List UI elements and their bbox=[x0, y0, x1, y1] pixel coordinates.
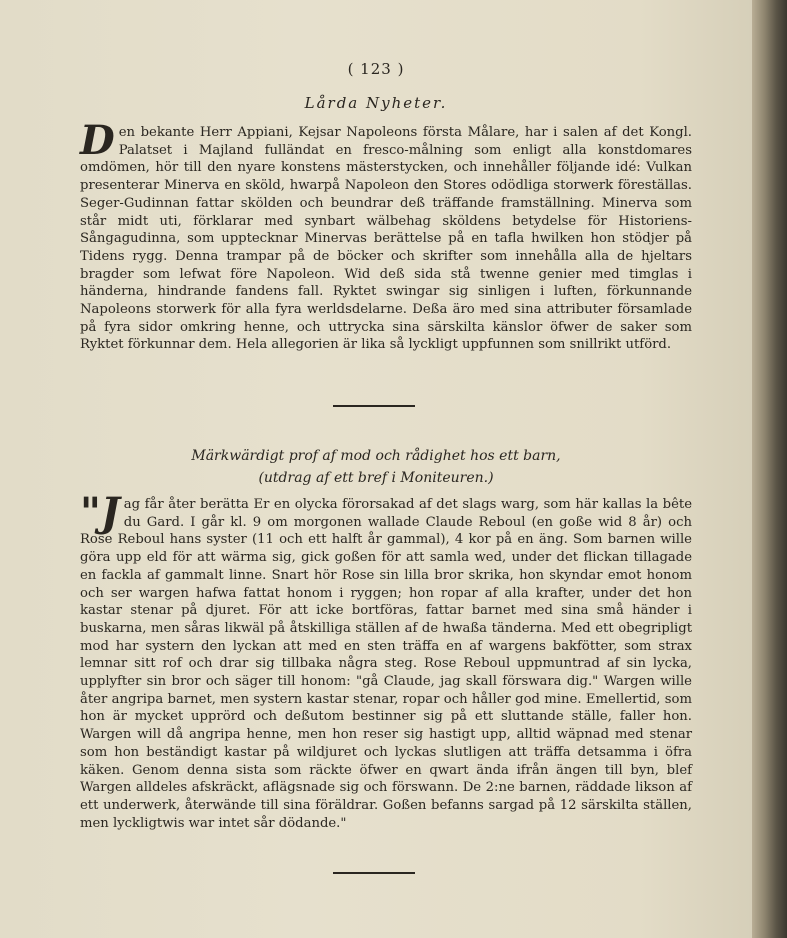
divider-rule-bottom bbox=[333, 872, 415, 874]
page-number: ( 123 ) bbox=[347, 60, 405, 78]
section-title: Lårda Nyheter. bbox=[304, 94, 448, 112]
article-wolf-text: "Jag får åter berätta Er en olycka förorsakad af det slags warg, som här kallas la bête du Gard. I går kl. 9 om morgonen wallade Claude Reboul (en goße wid 8 år) och Rose Reboul hans syster (11 och ett halft år gammal), 4 kor på en äng. Som barnen wille göra upp eld för att wärma sig, gick goßen för att samla wed, under det flickan tillagade en fackla af gammalt linne. Snart hör Rose sin lilla bror skrika, hon skyndar emot honom och ser wargen hafwa fattat honom i ryggen; hon ropar af alla krafter, under det hon kastar stenar på djuret. För att icke bortföras, fattar barnet med sina små händer i buskarna, men såras likwäl på åtskilliga ställen af de hwaßa tänderna. Med ett obegripligt mod har systern den lyckan att med en sten träffa en af wargens bakfötter, som strax lemnar sitt rof och drar sig tillbaka några steg. Rose Reboul uppmuntrad af sin lycka, upplyfter sin bror och säger till honom: "gå Claude, jag skall förswara dig." Wargen wille åter angripa barnet, men systern kastar stenar, ropar och håller god mine. Emellertid, som hon är mycket upprörd och deßutom bestinner sig på ett sluttande ställe, faller hon. Wargen will då angripa henne, men hon reser sig hastigt upp, alltid wäpnad med stenar som hon beständigt kastar på wildjuret och lyckas slutligen att träffa detsamma i öfra käken. Genom denna sista som räckte öfwer en qwart ända ifrån ängen till byn, blef Wargen alldeles afskräckt, aflägsnade sig och förswann. De 2:ne barnen, räddade likson af ett underwerk, återwände till sina föräldrar. Goßen befanns sargad på 12 särskilta ställen, men lyckligtwis war intet sår dödande." bbox=[80, 489, 692, 831]
article-appiani bbox=[80, 117, 692, 354]
book-spine bbox=[752, 0, 787, 938]
article-wolf-title: Märkwärdigt prof af mod och rådighet hos ett barn, bbox=[191, 448, 561, 464]
divider-rule bbox=[333, 405, 415, 407]
article-wolf-subtitle: (utdrag af ett bref i Moniteuren.) bbox=[258, 470, 494, 486]
article-wolf bbox=[80, 489, 692, 832]
article-appiani-text: Den bekante Herr Appiani, Kejsar Napoleons första Målare, har i salen af det Kongl. Palatset i Majland fulländat en fresco-målning som enligt alla konstdomares omdömen, hör till den nyare konstens mästerstycken, och innehåller följande idé: Vulkan presenterar Minerva en sköld, hwarpå Napoleon den Stores odödliga storwerk föreställas. Seger-Gudinnan fattar skölden och beundrar deß träffande framställning. Minerva som står midt uti, förklarar med synbart wälbehag sköldens betydelse för Historiens-Sångagudinna, som upptecknar Minervas berättelse på en tafla hwilken hon stödjer på Tidens rygg. Denna trampar på de böcker och skrifter som innehålla alla de hjeltars bragder som lefwat före Napoleon. Wid deß sida stå twenne genier med timglas i händerna, hindrande fandens fall. Ryktet swingar sig sinligen i luften, förkunnande Napoleons storwerk för alla fyra werldsdelarne. Deßa äro med sina attributer församlade på fyra sidor omkring henne, och uttrycka sina särskilta känslor öfwer de saker som Ryktet förkunnar dem. Hela allegorien är lika så lyckligt uppfunnen som snillrikt utförd. bbox=[80, 117, 692, 353]
